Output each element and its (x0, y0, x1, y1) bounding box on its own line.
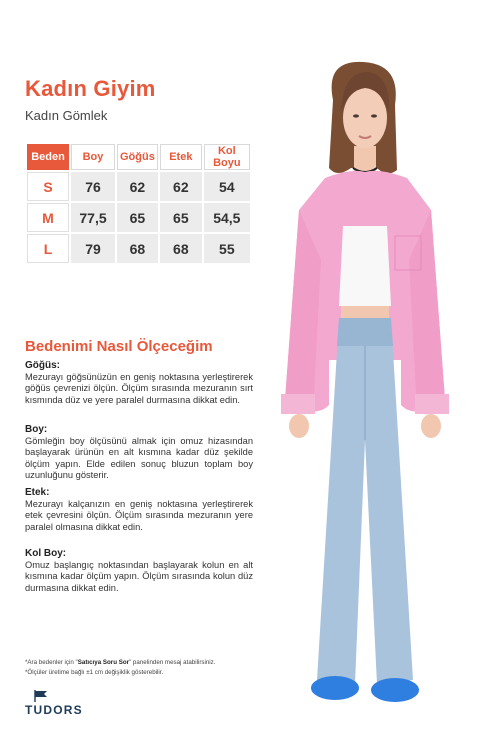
brand-logo (25, 690, 83, 717)
section-heading: Boy: (25, 424, 48, 435)
brand-name: TUDORS (25, 703, 83, 717)
section-text: Mezurayı kalçanızın en geniş noktasına yerleştirerek etek çevresini ölçün. Ölçüm sırasında mezuranın yere paralel olmasına dikkat edin. (25, 499, 253, 532)
note-ara-beden (25, 658, 265, 667)
section-text: Omuz başlangıç noktasından başlayarak kolun en alt kısmına kadar ölçüm yapın. Ölçüm sırasında kolun düz durmasına dikkat edin. (25, 560, 253, 593)
table-cell: 68 (117, 234, 158, 263)
header-cell-beden: Beden (27, 144, 69, 170)
table-cell: 62 (117, 172, 158, 201)
section-heading: Göğüs: (25, 360, 60, 371)
table-cell: 65 (160, 203, 202, 232)
header-cell-boy: Boy (71, 144, 115, 170)
table-cell: 79 (71, 234, 115, 263)
flag-icon (33, 690, 49, 702)
size-label: L (27, 234, 69, 263)
size-label: S (27, 172, 69, 201)
table-row (27, 203, 250, 232)
table-cell: 76 (71, 172, 115, 201)
size-table-header (27, 144, 250, 170)
guide-section-boy (25, 424, 253, 481)
note-tolerance: *Ölçüler üretime bağlı ±1 cm değişiklik gösterebilir. (25, 669, 164, 676)
table-row (27, 234, 250, 263)
table-cell: 54,5 (204, 203, 250, 232)
size-label: M (27, 203, 69, 232)
section-heading: Kol Boy: (25, 548, 67, 559)
header-cell-kol-boyu: Kol Boyu (204, 144, 250, 170)
page-title: Kadın Giyim (25, 76, 156, 101)
table-cell: 55 (204, 234, 250, 263)
guide-section-etek (25, 487, 253, 533)
note-text: " panelinden mesaj atabilirsiniz. (129, 659, 216, 666)
table-cell: 77,5 (71, 203, 115, 232)
guide-section-kol-boy (25, 548, 253, 594)
section-heading: Etek: (25, 487, 50, 498)
section-text: Gömleğin boy ölçüsünü almak için omuz hizasından başlayarak ürünün en alt kısmına kadar düz şekilde ölçüm yapın. Elde edilen sonuç bluzun toplam boy uzunluğunu gösterir. (25, 436, 253, 480)
section-text: Mezurayı göğsünüzün en geniş noktasına yerleştirerek göğüs çevrenizi ölçün. Ölçüm sırasında mezuranın sırt kısmında düz ve yere paralel durmasına dikkat edin. (25, 372, 253, 405)
size-table (25, 142, 252, 265)
header-cell-etek: Etek (160, 144, 202, 170)
note-text: *Ara bedenler için " (25, 659, 78, 666)
page-subtitle: Kadın Gömlek (25, 108, 108, 123)
table-cell: 68 (160, 234, 202, 263)
table-cell: 62 (160, 172, 202, 201)
table-cell: 65 (117, 203, 158, 232)
guide-title: Bedenimi Nasıl Ölçeceğim (25, 338, 213, 355)
model-photo (255, 60, 470, 730)
table-row (27, 172, 250, 201)
table-cell: 54 (204, 172, 250, 201)
note-link-text: Satıcıya Soru Sor (77, 659, 130, 666)
guide-section-gogus (25, 360, 253, 406)
header-cell-gogus: Göğüs (117, 144, 158, 170)
